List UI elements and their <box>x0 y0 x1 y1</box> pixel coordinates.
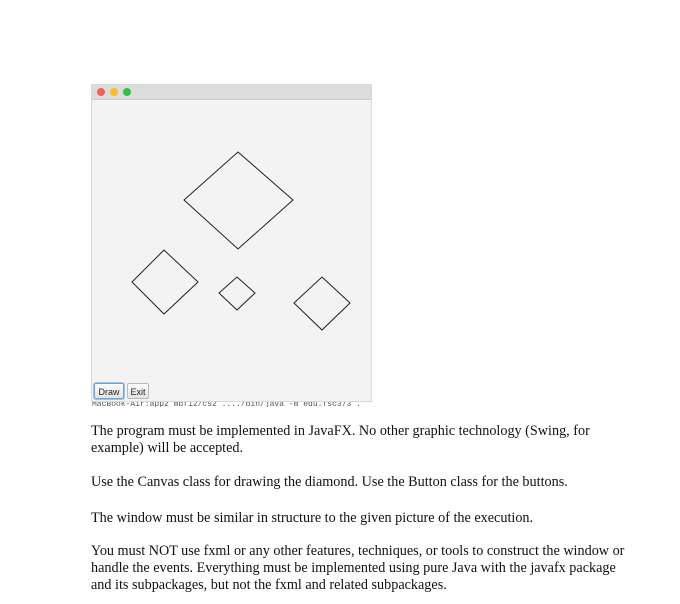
draw-button[interactable]: Draw <box>94 383 124 399</box>
button-bar <box>92 381 371 403</box>
requirement-paragraph-3: The window must be similar in structure to the given picture of the execution. <box>91 510 534 526</box>
javafx-window <box>91 84 372 402</box>
title-bar[interactable] <box>92 85 371 100</box>
diamond-right <box>294 277 350 330</box>
diamond-left <box>132 250 198 314</box>
exit-button[interactable]: Exit <box>127 383 149 399</box>
requirement-paragraph-2: Use the Canvas class for drawing the diamond. Use the Button class for the buttons. <box>91 474 568 490</box>
diamond-small <box>219 277 255 310</box>
diamond-large <box>184 152 293 249</box>
minimize-window-icon[interactable] <box>110 88 118 96</box>
canvas-svg <box>92 100 371 383</box>
terminal-status-line: MacBook-Air:app2 mbf12/cs2 ..../bin/java -m edu.fsc373 . <box>92 402 361 407</box>
maximize-window-icon[interactable] <box>123 88 131 96</box>
drawing-canvas <box>92 100 371 383</box>
requirement-paragraph-1: The program must be implemented in JavaFX. No other graphic technology (Swing, for example) will be accepted. <box>91 423 590 456</box>
close-window-icon[interactable] <box>97 88 105 96</box>
requirement-paragraph-4: You must NOT use fxml or any other features, techniques, or tools to construct the window or handle the events. Everything must be implemented using pure Java with the javafx package and its subpackages, but not the fxml and related subpackages. <box>91 543 625 593</box>
